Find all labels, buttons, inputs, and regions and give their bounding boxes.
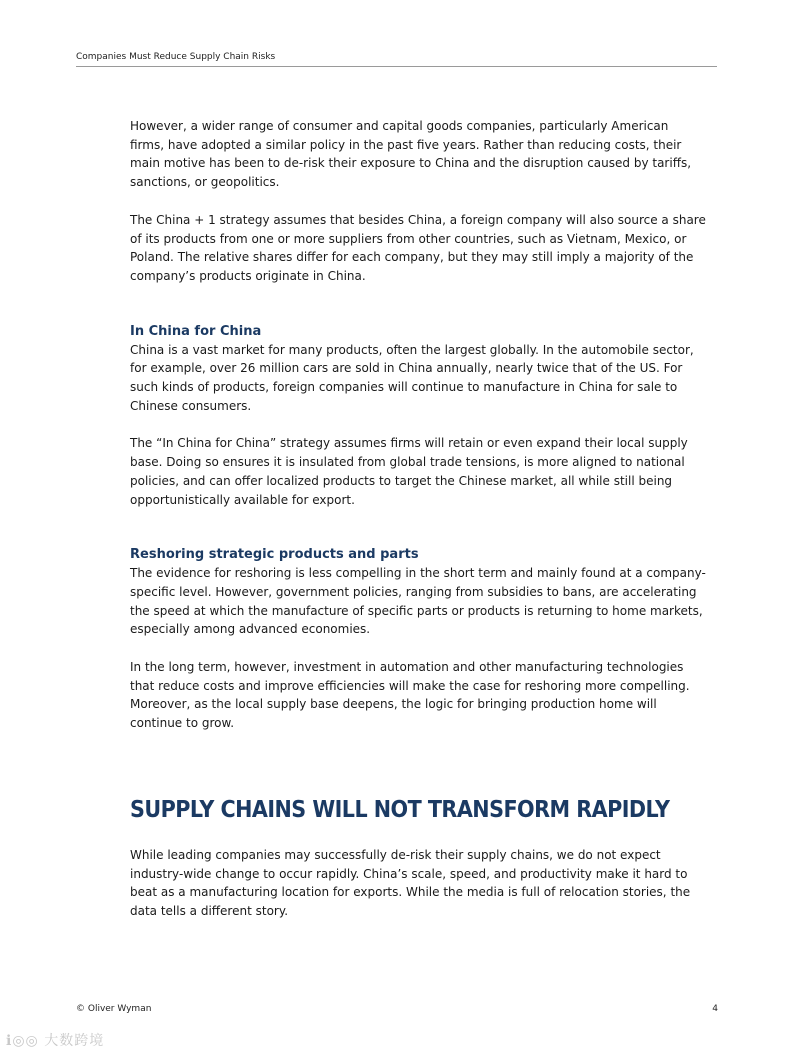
intro-paragraph-1: However, a wider range of consumer and capital goods companies, particularly American firms, have adopted a similar policy in the past five years. Rather than reducing costs, their main motive has been to de-risk their exposure to China and the disruption caused by tariffs, sanctions, or geopolitics. [130, 119, 692, 190]
subheading-reshoring: Reshoring strategic products and parts [130, 547, 419, 563]
china-paragraph-1: China is a vast market for many products, often the largest globally. In the automobile sector, for example, over 26 million cars are sold in China annually, nearly twice that of the US. For such kinds of products, foreign companies will continue to manufacture in China for sale to Chinese consumers. [130, 342, 694, 413]
document-title: Companies Must Reduce Supply Chain Risks [76, 52, 276, 62]
watermark-logo: ℹ◎◎ 大数跨境 [6, 1033, 105, 1049]
section-paragraph-1: While leading companies may successfully de-risk their supply chains, we do not expect industry-wide change to occur rapidly. China’s scale, speed, and productivity make it hard to beat as a manufacturing location for exports. While the media is full of relocation stories, the data tells a different story. [130, 848, 691, 919]
intro-paragraph-2: The China + 1 strategy assumes that besides China, a foreign company will also source a share of its products from one or more suppliers from other countries, such as Vietnam, Mexico, or Poland. The relative shares differ for each company, but they may still imply a majority of the company’s products originate in China. [130, 212, 706, 283]
section-heading: SUPPLY CHAINS WILL NOT TRANSFORM RAPIDLY [130, 797, 670, 823]
china-paragraph-2: The “In China for China” strategy assumes firms will retain or even expand their local supply base. Doing so ensures it is insulated from global trade tensions, is more aligned to national policies, and can offer localized products to target the Chinese market, all while still being opportunistically available for export. [130, 436, 688, 507]
reshoring-paragraph-1: The evidence for reshoring is less compelling in the short term and mainly found at a company- specific level. However, government policies, ranging from subsidies to bans, are accelerating the speed at which the manufacture of specific parts or products is returning to home markets, especially among advanced economies. [130, 566, 706, 637]
section-body [130, 846, 691, 940]
main-content [130, 117, 706, 752]
page-number: 4 [712, 1004, 718, 1014]
running-header [76, 52, 717, 67]
subheading-china-for-china: In China for China [130, 323, 262, 339]
footer-copyright: © Oliver Wyman [76, 1004, 152, 1014]
reshoring-paragraph-2: In the long term, however, investment in automation and other manufacturing technologies that reduce costs and improve efficiencies will make the case for reshoring more compelling. Moreover, as the local supply base deepens, the logic for bringing production home will continue to grow. [130, 660, 690, 731]
